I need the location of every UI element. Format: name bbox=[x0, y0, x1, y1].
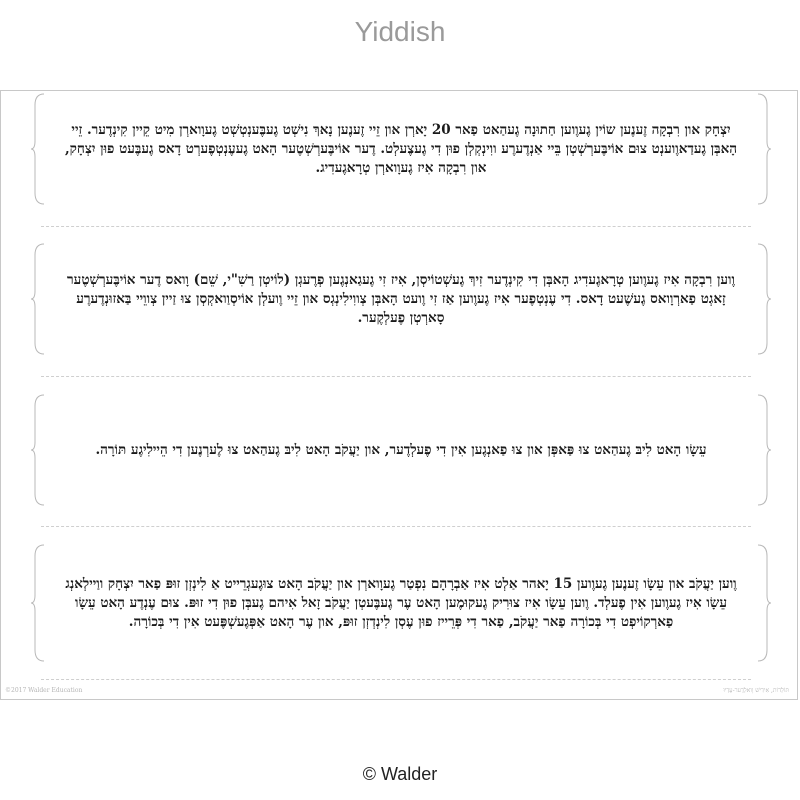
panel-text: עֵשָׂו הָאט לִיבּ גֶעהַאט צוּ פַּאפְּן און צוּ פַאנְגֶען אִין דִי פֶעלְדֶער, און יַעֲקֹב הָאט לִיבּ גֶעהַאט צוּ לֶערְנֶען דִי הֵיילִיגֶע תּוֹרָה. bbox=[95, 441, 707, 458]
panel-text: יִצְחָק און רִבְקָה זֶענֶען שוֹין גֶעוֶוען חַתוּנָה גֶעהַאט פַאר 20 יָארְן און זֵיי זֶענֶען נָאךְ נִישְׁט גֶעבֶּענְטְשְׁט גֶעוָוארְן מִיט קֵיין קִינְדֶער. זֵיי הָאבְּן גֶעדַאוֶוענְט צוּם אוֹיבֶּערְשְׁטְן בֵּיי אַנְדֶערֶע ווִינְקְלְן פוּן דִי גֶעצֶעלְט. דֶער אוֹיבֶּערְשְׁטֶער הָאט גֶעעֶנְטְפֶערְט דָאס גֶעבֶּעט פוּן יִצְחָק, און רִבְקָה אִיז גֶעוָוארְן טְרָאגֶעדִיג. bbox=[64, 121, 738, 176]
right-brace-icon bbox=[757, 93, 771, 205]
panel-divider bbox=[41, 376, 751, 377]
copyright-label: © Walder bbox=[362, 764, 438, 784]
story-panel-4 bbox=[31, 544, 771, 662]
panel-divider bbox=[41, 679, 751, 680]
page-title: Yiddish bbox=[354, 16, 446, 47]
right-brace-icon bbox=[757, 544, 771, 662]
left-brace-icon bbox=[31, 243, 45, 355]
right-brace-icon bbox=[757, 243, 771, 355]
panel-text: וֶוען יַעֲקֹב און עֵשָׂו זֶענֶען גֶעוֶוען 15 יָאהר אַלְט אִיז אַבְרָהָם נִפְטַר גֶעוָוארְן און יַעֲקֹב הָאט צוּגֶעגְרֵייט אַ לִינְזְן זוּפּ פַאר יִצְחָק ווַיילְאנְג עֵשָׂו אִיז גֶעוֶוען אִין פֶעלְד. וֶוען עֵשָׂו אִיז צוּרִיק גֶעקוּמֶען הָאט עֶר גֶעבֶּעטְן יַעֲקֹב זָאל אִיהם גֶעבְּן פוּן דִי זוּפּ. צוּם עֶנְדֶע הָאט עֵשָׂו פַארְקוֹיפְט דִי בְּכוֹרָה פַאר יַעֲקֹב, פַאר דִי פְּרֵייז פוּן עֶסְן לִינְדְזְן זוּפּ, און עֶר הָאט אַפְּגֶעשְׁפֶּעט אִין דִי בְּכוֹרָה. bbox=[65, 575, 737, 630]
footer-copyright: ©2017 Walder Education bbox=[5, 687, 83, 694]
story-panel-3 bbox=[31, 394, 771, 506]
story-panel-2 bbox=[31, 243, 771, 355]
worksheet bbox=[0, 90, 798, 700]
story-panel-1 bbox=[31, 93, 771, 205]
footer-credit: תּוֹלְדוֹת, אִידִישׁ וָואלְדֶער-עֶדְיוּ bbox=[723, 687, 789, 694]
panel-text: וֶוען רִבְקָה אִיז גֶעוֶוען טְרָאגֶעדִיג הָאבְּן דִי קִינְדֶער זִיךְ גֶעשְׁטוֹיסְן, אִיז זִי גֶעגַאנְגֶען פְרֶעגְן (לוֹיטְן רַשִׁ"י, שֵׁם) וָואס דֶער אוֹיבֶּערְשְׁטֶער זָאגְט פַארְוָואס גֶעשֶׁעט דָאס. דִי עֶנְטְפֶער אִיז גֶעוֶוען אַז זִי וֶועט הָאבְּן צְווִילִינְגְס און זֵיי וֶועלְן אוֹיסְוַואקְסְן צוּ זַיין צְווֵיי בַּאזוּנְדֶערֶע סָארְטְן פֶעלְקֶער. bbox=[67, 271, 735, 326]
panel-divider bbox=[41, 526, 751, 527]
right-brace-icon bbox=[757, 394, 771, 506]
left-brace-icon bbox=[31, 394, 45, 506]
left-brace-icon bbox=[31, 93, 45, 205]
panel-divider bbox=[41, 226, 751, 227]
left-brace-icon bbox=[31, 544, 45, 662]
